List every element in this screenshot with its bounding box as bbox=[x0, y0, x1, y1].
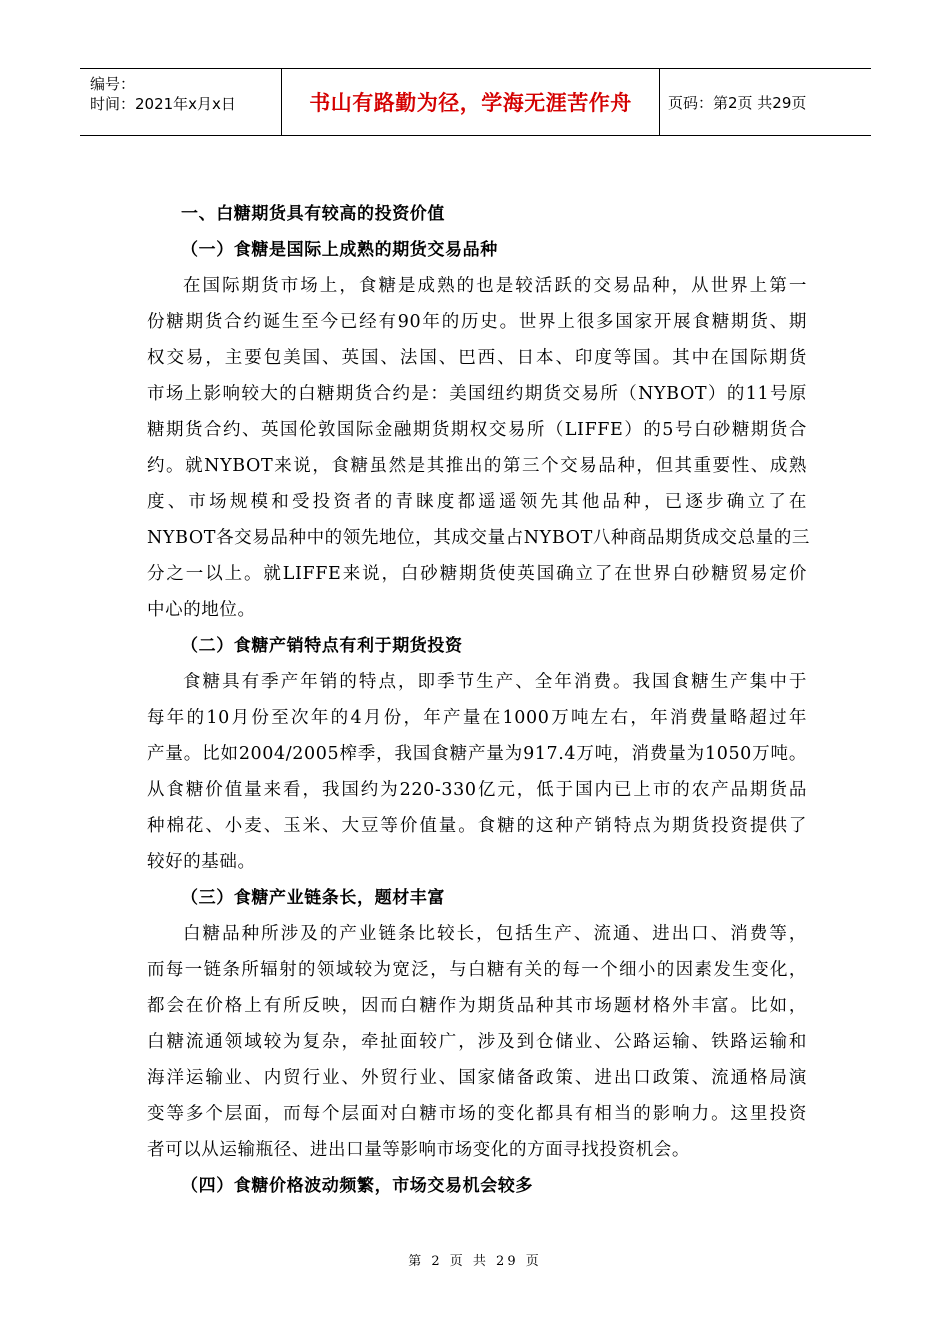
paragraph-line: 变等多个层面，而每个层面对白糖市场的变化都具有相当的影响力。这里投资 bbox=[147, 1104, 807, 1124]
header-date-label: 时间：2021年x月x日 bbox=[90, 95, 236, 113]
subsection-heading: （三）食糖产业链条长，题材丰富 bbox=[181, 888, 445, 908]
subsection-heading: （四）食糖价格波动频繁，市场交易机会较多 bbox=[181, 1176, 533, 1196]
header-motto: 书山有路勤为径，学海无涯苦作舟 bbox=[309, 91, 632, 115]
paragraph-line: 度、市场规模和受投资者的青睐度都遥遥领先其他品种，已逐步确立了在 bbox=[147, 492, 807, 512]
paragraph-line: 海洋运输业、内贸行业、外贸行业、国家储备政策、进出口政策、流通格局演 bbox=[147, 1068, 807, 1088]
paragraph-line: NYBOT各交易品种中的领先地位，其成交量占NYBOT八种商品期货成交总量的三 bbox=[147, 528, 811, 548]
paragraph-line: 分之一以上。就LIFFE来说，白砂糖期货使英国确立了在世界白砂糖贸易定价 bbox=[147, 564, 807, 584]
paragraph-line: 从食糖价值量来看，我国约为220-330亿元，低于国内已上市的农产品期货品 bbox=[147, 780, 807, 800]
paragraph-line: 较好的基础。 bbox=[147, 852, 256, 872]
paragraph-line: 权交易，主要包美国、英国、法国、巴西、日本、印度等国。其中在国际期货 bbox=[147, 348, 807, 368]
subsection-heading: （二）食糖产销特点有利于期货投资 bbox=[181, 636, 463, 656]
paragraph-line: 产量。比如2004/2005榨季，我国食糖产量为917.4万吨，消费量为1050万吨。 bbox=[147, 744, 807, 764]
header-code-label: 编号： bbox=[90, 75, 136, 93]
subsection-heading: （一）食糖是国际上成熟的期货交易品种 bbox=[181, 240, 498, 260]
paragraph-line: 每年的10月份至次年的4月份，年产量在1000万吨左右，年消费量略超过年 bbox=[147, 708, 807, 728]
paragraph-line: 而每一链条所辐射的领域较为宽泛，与白糖有关的每一个细小的因素发生变化， bbox=[147, 960, 807, 980]
section-title: 一、白糖期货具有较高的投资价值 bbox=[181, 204, 445, 224]
paragraph-line: 白糖品种所涉及的产业链条比较长，包括生产、流通、进出口、消费等， bbox=[183, 924, 807, 944]
paragraph-line: 糖期货合约、英国伦敦国际金融期货期权交易所（LIFFE）的5号白砂糖期货合 bbox=[147, 420, 807, 440]
paragraph-line: 市场上影响较大的白糖期货合约是：美国纽约期货交易所（NYBOT）的11号原 bbox=[147, 384, 807, 404]
header-page-info: 页码：第2页 共29页 bbox=[668, 93, 807, 112]
paragraph-line: 白糖流通领域较为复杂，牵扯面较广，涉及到仓储业、公路运输、铁路运输和 bbox=[147, 1032, 807, 1052]
paragraph-line: 份糖期货合约诞生至今已经有90年的历史。世界上很多国家开展食糖期货、期 bbox=[147, 312, 807, 332]
header-meta bbox=[80, 69, 281, 135]
paragraph-line: 中心的地位。 bbox=[147, 600, 256, 620]
paragraph-line: 食糖具有季产年销的特点，即季节生产、全年消费。我国食糖生产集中于 bbox=[183, 672, 807, 692]
document-body bbox=[147, 196, 811, 1204]
paragraph-line: 种棉花、小麦、玉米、大豆等价值量。食糖的这种产销特点为期货投资提供了 bbox=[147, 816, 807, 836]
document-header bbox=[80, 68, 871, 136]
paragraph-line: 约。就NYBOT来说，食糖虽然是其推出的第三个交易品种，但其重要性、成熟 bbox=[147, 456, 807, 476]
paragraph-line: 者可以从运输瓶径、进出口量等影响市场变化的方面寻找投资机会。 bbox=[147, 1140, 690, 1160]
paragraph-line: 都会在价格上有所反映，因而白糖作为期货品种其市场题材格外丰富。比如， bbox=[147, 996, 807, 1016]
page-footer: 第 2 页 共 29 页 bbox=[408, 1254, 542, 1269]
paragraph-line: 在国际期货市场上，食糖是成熟的也是较活跃的交易品种，从世界上第一 bbox=[183, 276, 807, 296]
